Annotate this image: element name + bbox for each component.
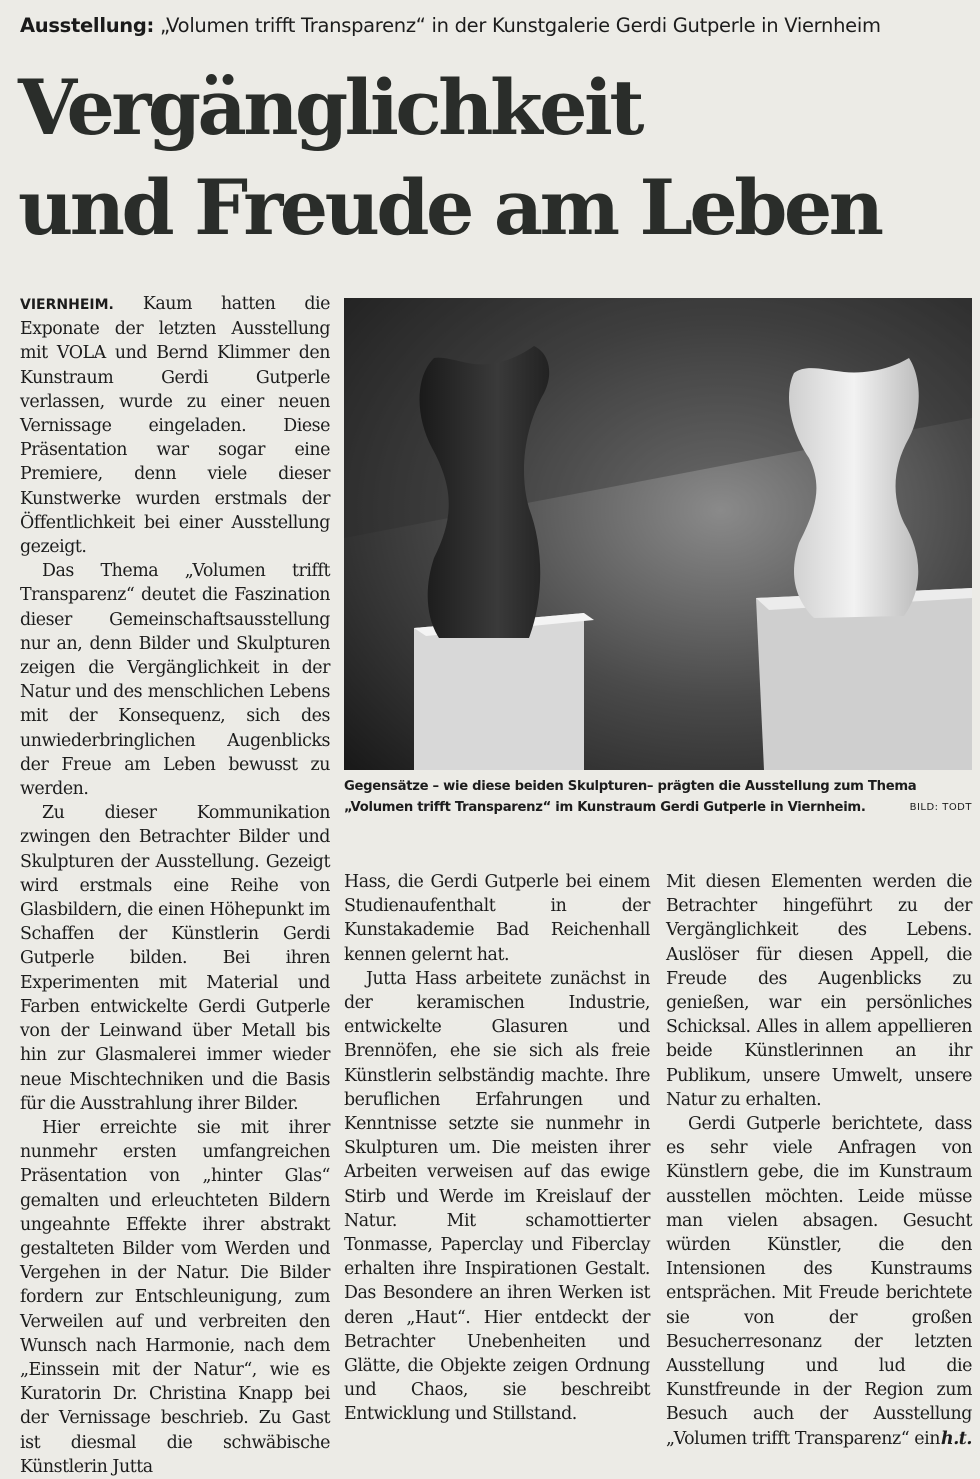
caption-text: Gegensätze – wie diese beiden Skulpturen– prägten die Ausstellung zum Thema „Volumen trifft Transparenz“ im Kunstraum Gerdi Gutperle in Viernheim. [344,779,917,815]
paragraph: Mit diesen Elementen werden die Betrachter hingeführt zu der Vergänglichkeit des Lebens. Auslöser für diesen Appell, die Freude des Augenblicks zu genießen, war ein persönliches Schicksal. Alles in allem appellieren beide Künstlerinnen an ihr Publikum, unsere Umwelt, unsere Natur zu erhalten. [666,872,972,1110]
headline-line-2: und Freude am Leben [18,163,881,252]
author-signature: h.t. [941,1428,972,1449]
paragraph: Zu dieser Kommunikation zwingen den Betrachter Bilder und Skulpturen der Ausstellung. Gezeigt wird erstmals eine Reihe von Glasbildern, die einen Höhepunkt im Schaffen der Künstlerin Gerdi Gutperle bilden. Bei ihren Experimenten mit Material und Farben entwickelte Gerdi Gutperle von der Leinwand über Metall bis hin zur Glasmalerei immer wieder neue Mischtechniken und die Basis für die Ausstrahlung ihrer Bilder. [20,803,330,1114]
paragraph-intro [20,292,330,559]
article-kicker [20,10,970,42]
paragraph: Das Thema „Volumen trifft Transparenz“ deutet die Faszination dieser Gemeinschaftsausstellung nur an, denn Bilder und Skulpturen zeigen die Vergänglichkeit in der Natur und des menschlichen Lebens mit der Konsequenz, sich des unwiederbringlichen Augenblicks der Freue am Leben bewusst zu werden. [20,561,330,800]
article-column-2 [344,870,650,1427]
kicker-text: „Volumen trifft Transparenz“ in der Kunstgalerie Gerdi Gutperle in Viernheim [159,14,881,37]
article-headline [18,58,958,258]
headline-line-1: Vergänglichkeit [18,63,641,152]
kicker-label: Ausstellung: [20,14,155,37]
article-column-3 [666,870,972,1451]
article-column-1 [20,292,330,1479]
dateline: VIERNHEIM. [20,297,114,313]
sculptures-photo-illustration [344,298,972,770]
paragraph: Gerdi Gutperle berichtete, dass es sehr viele Anfragen von Künstlern gebe, die im Kunstraum ausstellen möchten. Leide müsse man vielen absagen. Gesucht würden Künstler, die den Intensionen des Kunstraums entsprächen. Mit Freude berichtete sie von der großen Besucherresonanz der letzten Ausstellung und lud die Kunstfreunde in der Region zum Besuch auch der Ausstellung „Volumen trifft Transparenz“ ein. [666,1114,972,1449]
paragraph: Hier erreichte sie mit ihrer nunmehr ersten umfangreichen Präsentation von „hinter Glas“ gemalten und erleuchteten Bildern ungeahnte Effekte ihrer abstrakt gestalteten Bilder vom Werden und Vergehen in der Natur. Die Bilder fordern zur Entschleunigung, zum Verweilen auf und verbreiten den Wunsch nach Harmonie, nach dem „Einssein mit der Natur“, wie es Kuratorin Dr. Christina Knapp bei der Vernissage beschrieb. Zu Gast ist diesmal die schwäbische Künstlerin Jutta [20,1117,330,1477]
photo-caption [344,776,972,818]
photo-credit: BILD: TODT [909,802,972,813]
paragraph-intro-text: Kaum hatten die Exponate der letzten Ausstellung mit VOLA und Bernd Klimmer den Kunstraum Gerdi Gutperle verlassen, wurde zu einer neuen Vernissage eingeladen. Diese Präsentation war sogar eine Premiere, denn viele dieser Kunstwerke wurden erstmals der Öffentlichkeit bei einer Ausstellung gezeigt. [20,294,331,558]
paragraph: Hass, die Gerdi Gutperle bei einem Studienaufenthalt in der Kunstakademie Bad Reichenhall kennen gelernt hat. [344,872,650,965]
sculptures-photo [344,298,972,770]
paragraph: Jutta Hass arbeitete zunächst in der keramischen Industrie, entwickelte Glasuren und Brennöfen, ehe sie sich als freie Künstlerin selbständig machte. Ihre beruflichen Erfahrungen und Kenntnisse setzte sie nunmehr in Skulpturen um. Die meisten ihrer Arbeiten verweisen auf das ewige Stirb und Werde im Kreislauf der Natur. Mit schamottierter Tonmasse, Paperclay und Fiberclay erhalten ihre Inspirationen Gestalt. Das Besondere an ihren Werken ist deren „Haut“. Hier entdeckt der Betrachter Unebenheiten und Glätte, die Objekte zeigen Ordnung und Chaos, sie beschreibt Entwicklung und Stillstand. [344,968,650,1425]
